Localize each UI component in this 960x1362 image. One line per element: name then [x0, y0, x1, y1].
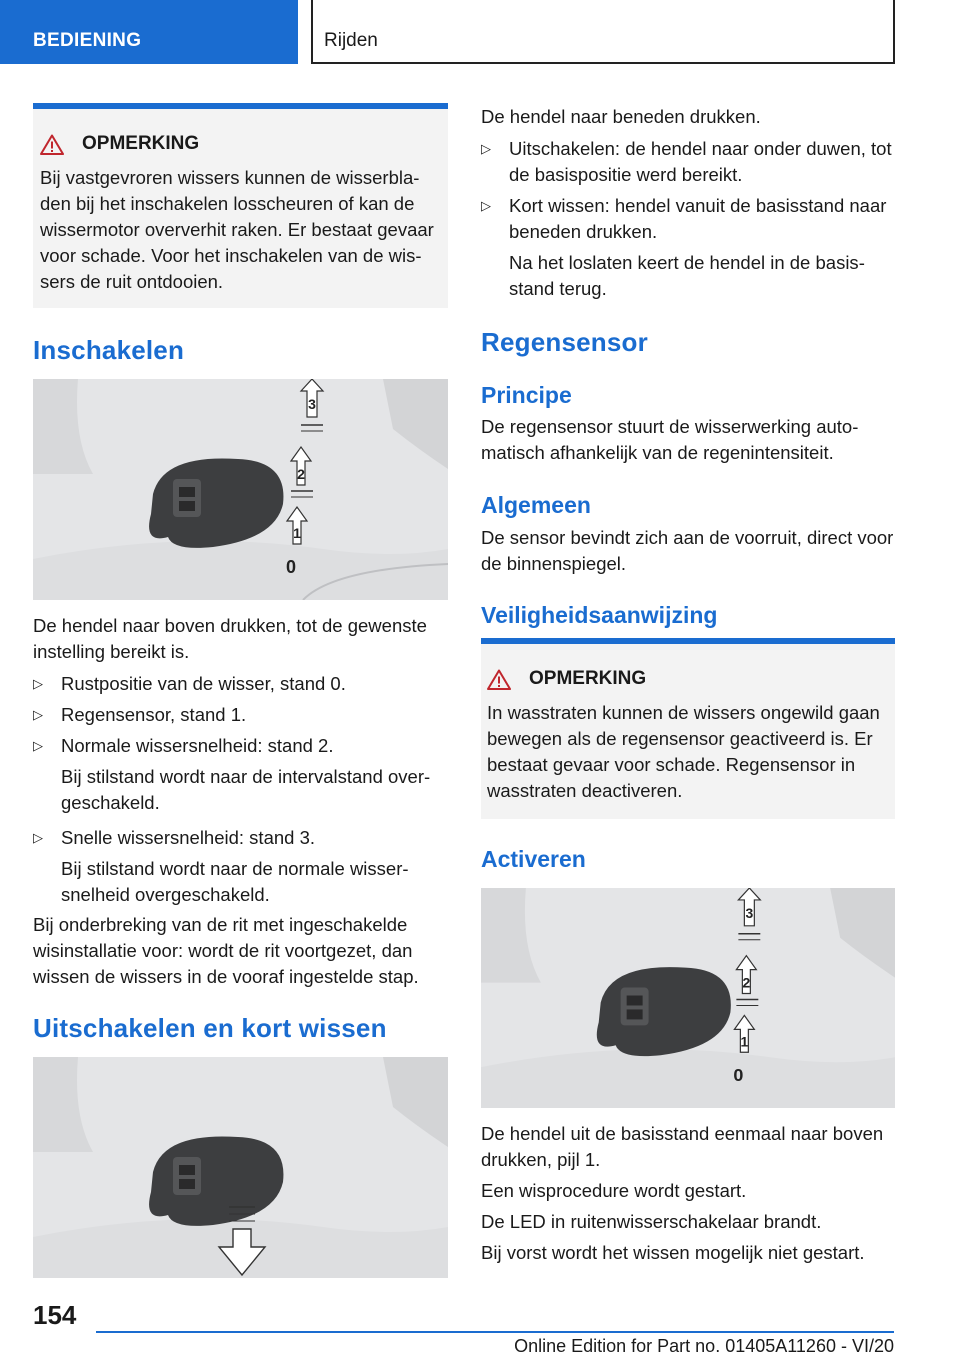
- paragraph-frost: Bij vorst wordt het wissen mogelijk niet gestart.: [481, 1242, 865, 1263]
- list-item-detail: Na het loslaten keert de hendel in de basisstand terug.: [509, 252, 865, 299]
- position-1-label: 1: [740, 1033, 749, 1050]
- position-0-label: 0: [733, 1065, 744, 1086]
- header-frame: [311, 0, 895, 64]
- wiper-lever-illustration-up: [33, 379, 448, 600]
- warning-triangle-icon: [487, 669, 511, 690]
- chapter-title: Rijden: [324, 30, 378, 51]
- page-number: 154: [33, 1300, 77, 1330]
- heading-veiligheidsaanwijzing: Veiligheidsaanwijzing: [481, 602, 718, 628]
- warning-triangle-icon: [40, 134, 64, 155]
- paragraph-push-down: De hendel naar beneden drukken.: [481, 106, 761, 127]
- paragraph-algemeen: De sensor bevindt zich aan de voorruit, direct voor de binnenspiegel.: [481, 527, 894, 574]
- warning-note-frozen-wipers: [33, 103, 448, 308]
- position-3-label: 3: [308, 396, 316, 412]
- paragraph-interruption: Bij onderbreking van de rit met ingeschakelde wisinstallatie voor: wordt de rit voortgezet, dan wissen de wissers in de vooraf ingestelde stap.: [33, 914, 419, 987]
- footer-edition: Online Edition for Part no. 01405A11260 - VI/20: [514, 1336, 894, 1356]
- heading-principe: Principe: [481, 382, 572, 408]
- list-item: ▷ Rustpositie van de wisser, stand 0.: [33, 671, 448, 697]
- warning-note-car-wash: [481, 638, 895, 819]
- footer-rule: [96, 1331, 894, 1333]
- note-text: In wasstraten kunnen de wissers ongewild gaan bewegen als de regensensor geactiveerd is. Er bestaat gevaar voor schade. Regensensor in wasstraten deactiveren.: [487, 702, 880, 801]
- section-tab: BEDIENING: [0, 0, 298, 64]
- position-2-label: 2: [297, 466, 305, 482]
- position-1-label: 1: [293, 525, 301, 541]
- list-item: ▷ Kort wissen: hendel vanuit de basisstand naar beneden drukken.: [481, 193, 895, 245]
- list-item-detail: Bij stilstand wordt naar de intervalstand overgeschakeld.: [61, 766, 431, 813]
- heading-regensensor: Regensensor: [481, 327, 648, 357]
- list-item: ▷ Normale wissersnelheid: stand 2.: [33, 733, 448, 759]
- paragraph-activate-step: De hendel uit de basisstand eenmaal naar boven drukken, pijl 1.: [481, 1123, 884, 1170]
- position-3-label: 3: [745, 904, 754, 921]
- wiper-lever-illustration-down: [33, 1057, 448, 1278]
- list-item: ▷ Uitschakelen: de hendel naar onder duwen, tot de basispositie werd bereikt.: [481, 136, 895, 188]
- heading-algemeen: Algemeen: [481, 492, 591, 518]
- paragraph-led-lit: De LED in ruitenwisserschakelaar brandt.: [481, 1211, 822, 1232]
- paragraph-principe: De regensensor stuurt de wisserwerking automatisch afhankelijk van de regenintensiteit.: [481, 416, 859, 463]
- paragraph-wipe-started: Een wisprocedure wordt gestart.: [481, 1180, 747, 1201]
- note-label: OPMERKING: [82, 133, 200, 154]
- list-item-detail: Bij stilstand wordt naar de normale wissersnelheid overgeschakeld.: [61, 858, 409, 905]
- list-item: ▷ Regensensor, stand 1.: [33, 702, 448, 728]
- paragraph-push-up: De hendel naar boven drukken, tot de gewenste instelling bereikt is.: [33, 615, 427, 662]
- note-text: Bij vastgevroren wissers kunnen de wisserbladen bij het inschakelen losscheuren of kan de wissermotor oververhit raken. Er bestaat gevaar voor schade. Voor het inschakelen van de wissers de ruit ontdooien.: [40, 167, 434, 292]
- note-label: OPMERKING: [529, 668, 647, 689]
- heading-inschakelen: Inschakelen: [33, 335, 185, 365]
- list-item: ▷ Snelle wissersnelheid: stand 3.: [33, 825, 448, 851]
- position-2-label: 2: [742, 974, 751, 991]
- heading-activeren: Activeren: [481, 846, 586, 872]
- position-0-label: 0: [285, 557, 297, 577]
- wiper-lever-illustration-activate: [481, 888, 895, 1108]
- heading-uitschakelen: Uitschakelen en kort wissen: [33, 1013, 387, 1043]
